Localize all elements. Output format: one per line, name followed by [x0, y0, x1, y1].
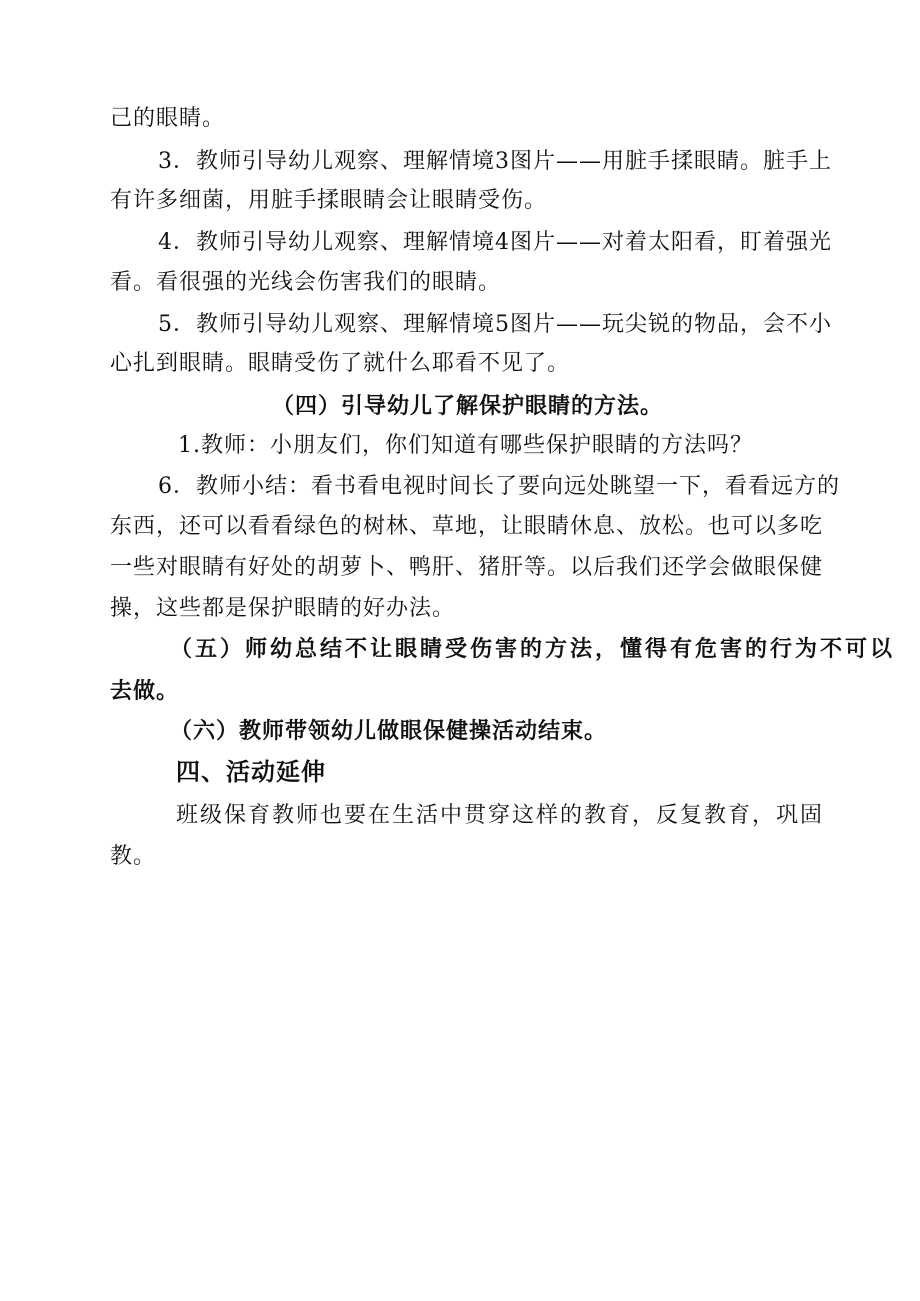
- paragraph-line: 班级保育教师也要在生活中贯穿这样的教育，反复教育，巩固: [176, 803, 825, 828]
- section-heading-continued: 去做。: [110, 679, 180, 704]
- paragraph-line: 心扎到眼睛。眼睛受伤了就什么耶看不见了。: [110, 351, 571, 376]
- section-heading: （五）师幼总结不让眼睛受伤害的方法，懂得有危害的行为不可以: [170, 637, 896, 662]
- paragraph-line: 1.教师：小朋友们，你们知道有哪些保护眼睛的方法吗？: [178, 433, 753, 458]
- paragraph-line: 有许多细菌，用脏手揉眼睛会让眼睛受伤。: [110, 188, 548, 213]
- paragraph-line: 东西，还可以看看绿色的树林、草地，让眼睛休息、放松。也可以多吃: [110, 514, 824, 539]
- section-heading: （六）教师带领幼儿做眼保健操活动结束。: [170, 719, 608, 744]
- paragraph-line: 5．教师引导幼儿观察、理解情境5图片——玩尖锐的物品，会不小: [158, 312, 832, 337]
- paragraph-line: 教。: [110, 844, 157, 869]
- section-heading: （四）引导幼儿了解保护眼睛的方法。: [272, 394, 664, 419]
- paragraph-line: 看。看很强的光线会伤害我们的眼睛。: [110, 270, 502, 295]
- paragraph-line: 一些对眼睛有好处的胡萝卜、鸭肝、猪肝等。以后我们还学会做眼保健: [110, 555, 824, 580]
- paragraph-line: 4．教师引导幼儿观察、理解情境4图片——对着太阳看，盯着强光: [158, 230, 832, 255]
- paragraph-line: 6．教师小结：看书看电视时间长了要向远处眺望一下，看看远方的: [158, 474, 840, 499]
- paragraph-line: 3．教师引导幼儿观察、理解情境3图片——用脏手揉眼睛。脏手上: [158, 149, 832, 174]
- chapter-heading: 四、活动延伸: [176, 758, 326, 786]
- paragraph-line: 己的眼睛。: [110, 106, 226, 131]
- paragraph-line: 操，这些都是保护眼睛的好办法。: [110, 596, 456, 621]
